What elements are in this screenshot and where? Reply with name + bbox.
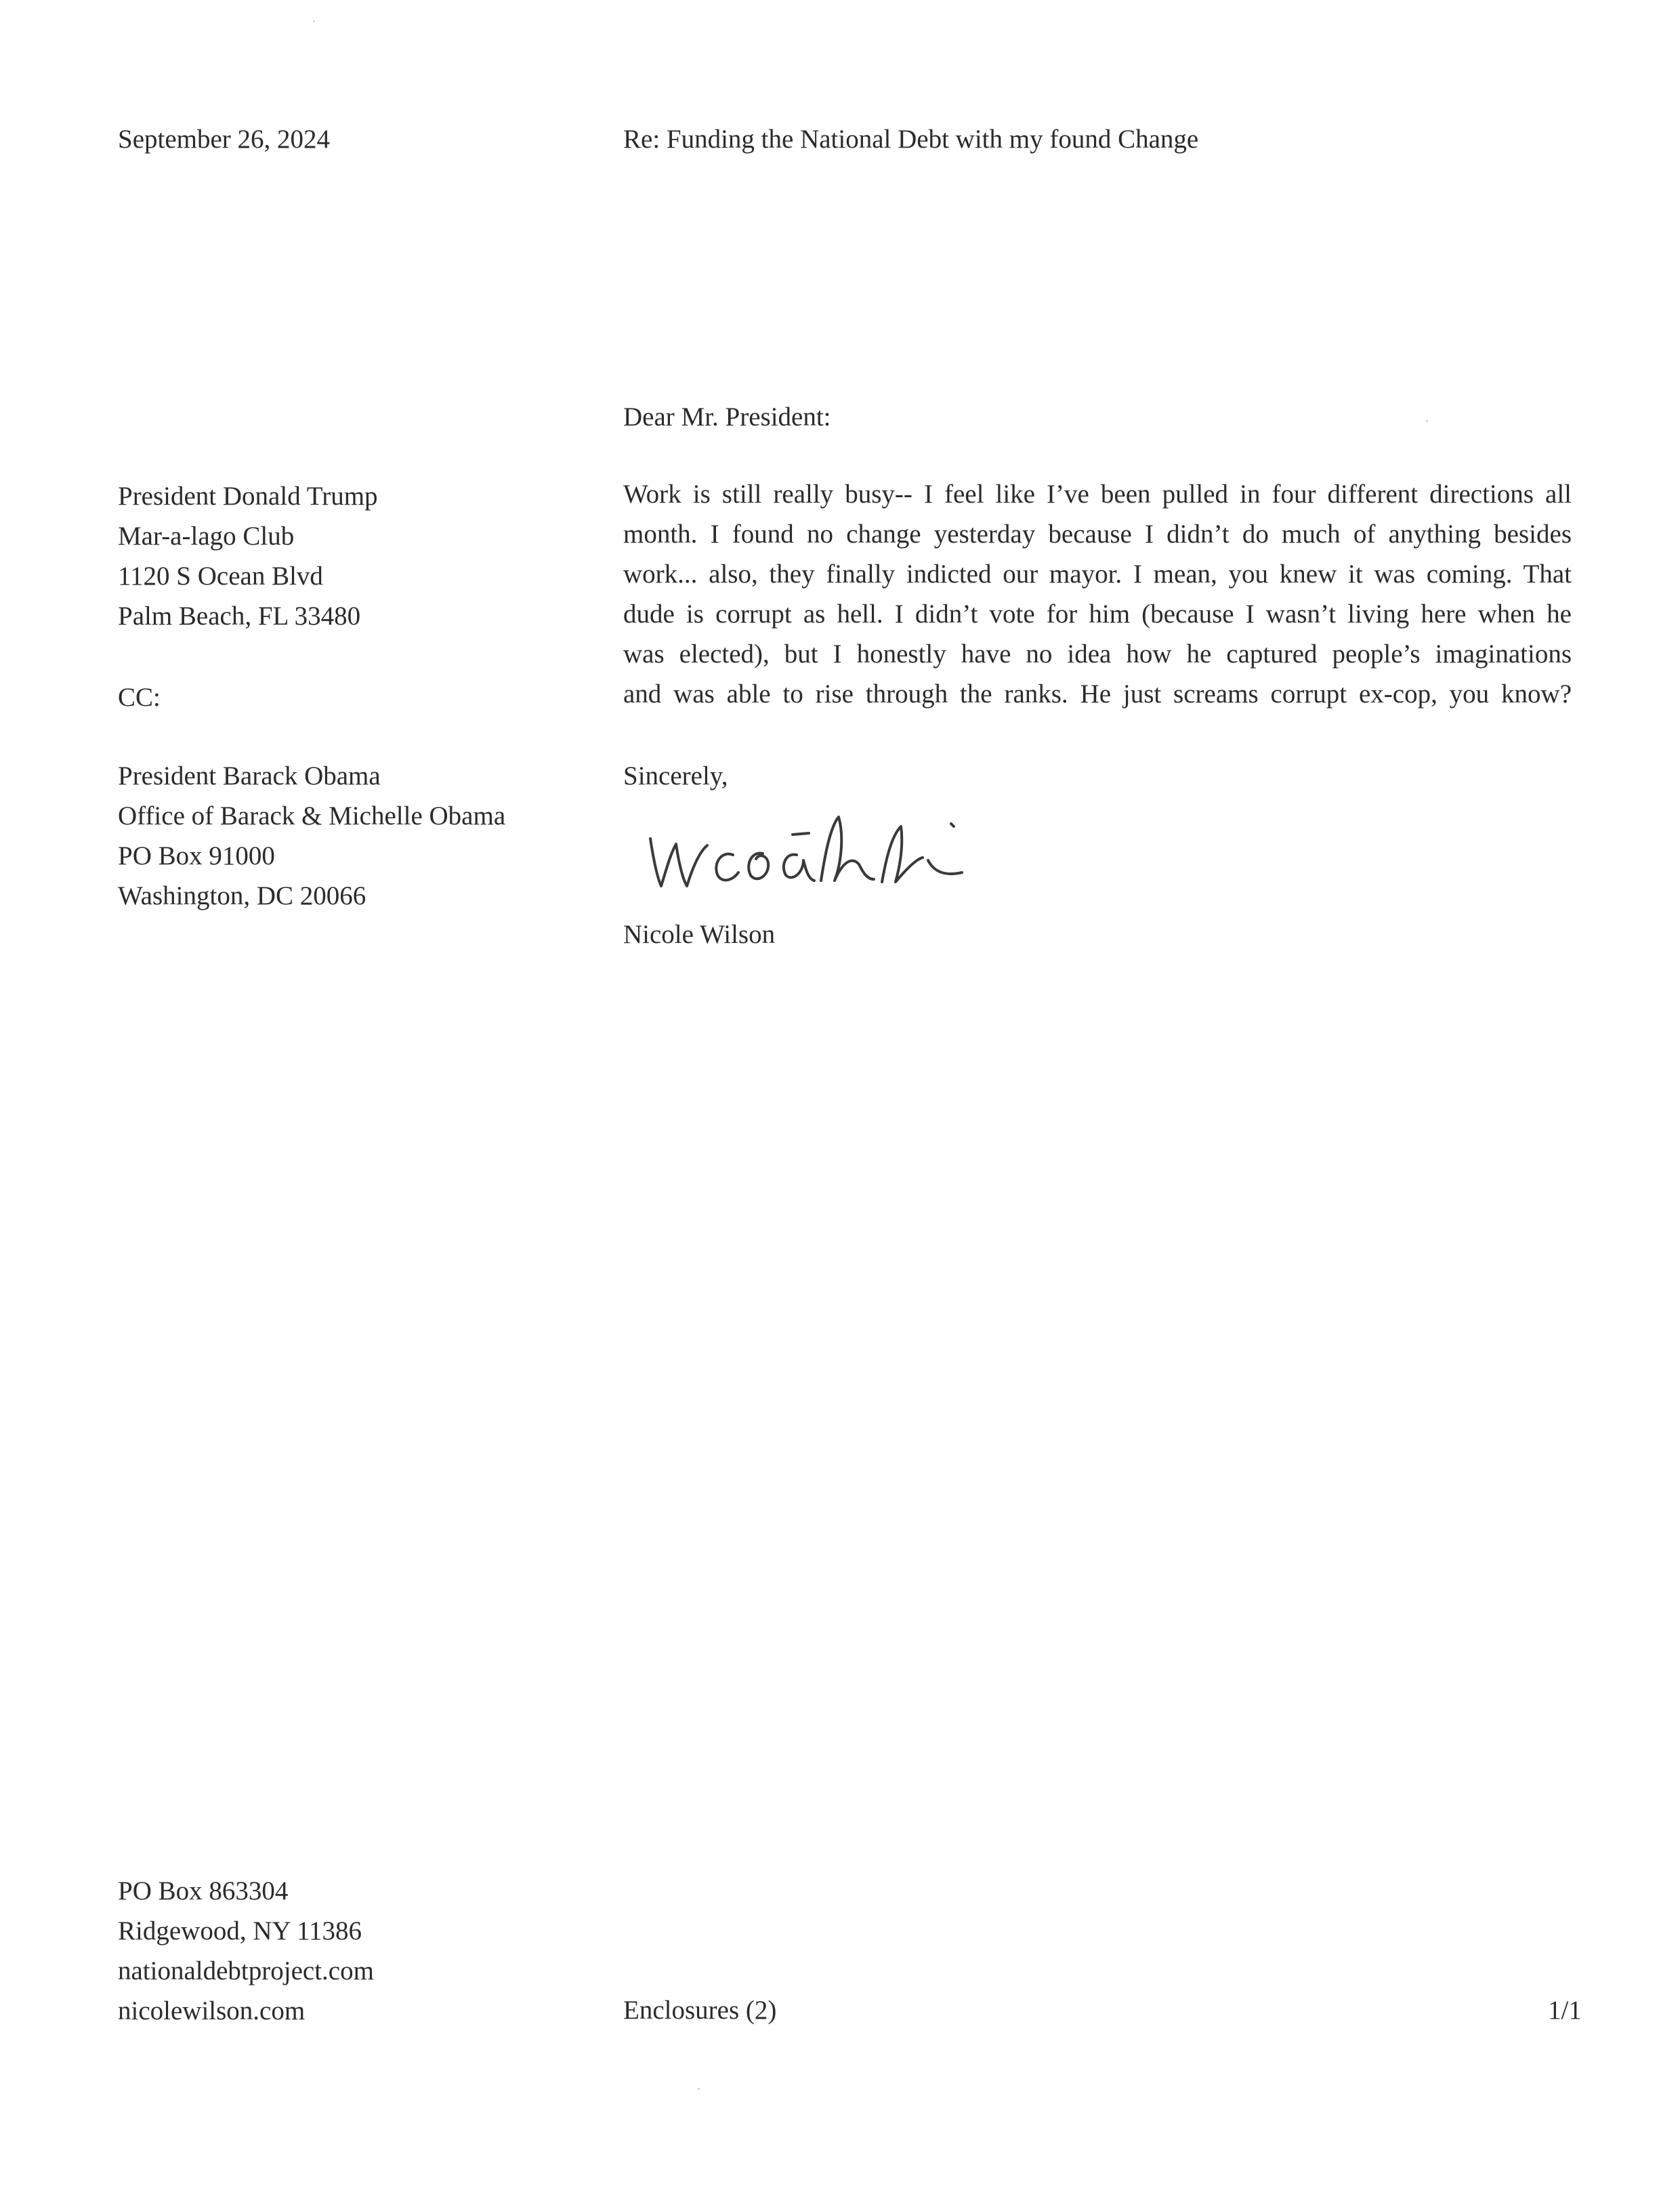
cc-address bbox=[118, 756, 505, 916]
recipient-line: 1120 S Ocean Blvd bbox=[118, 562, 323, 591]
cc-label: CC: bbox=[118, 683, 161, 712]
cc-line: Office of Barack & Michelle Obama bbox=[118, 801, 506, 830]
salutation: Dear Mr. President: bbox=[623, 402, 831, 432]
handwritten-signature-icon bbox=[644, 806, 982, 901]
cc-line: President Barack Obama bbox=[118, 761, 381, 791]
body-line: month. I found no change yesterday because I didn’t do much of anything besides bbox=[623, 520, 1572, 549]
cc-line: Washington, DC 20066 bbox=[118, 881, 366, 910]
recipient-line: Palm Beach, FL 33480 bbox=[118, 602, 361, 631]
recipient-address bbox=[118, 476, 378, 636]
body-line: dude is corrupt as hell. I didn’t vote for him (because I wasn’t living here when he bbox=[623, 599, 1572, 629]
page-number: 1/1 bbox=[1548, 1996, 1582, 2025]
letter-date: September 26, 2024 bbox=[118, 125, 331, 154]
recipient-line: Mar-a-lago Club bbox=[118, 522, 295, 551]
scan-speck bbox=[313, 20, 315, 22]
body-line: work... also, they finally indicted our mayor. I mean, you knew it was coming. That bbox=[623, 560, 1572, 589]
letter-body bbox=[623, 474, 1572, 714]
closing: Sincerely, bbox=[623, 761, 728, 791]
sender-line: nationaldebtproject.com bbox=[118, 1956, 374, 1985]
recipient-line: President Donald Trump bbox=[118, 482, 378, 511]
sender-address bbox=[118, 1871, 374, 2031]
sender-line: nicolewilson.com bbox=[118, 1996, 306, 2025]
sender-line: PO Box 863304 bbox=[118, 1876, 289, 1906]
sender-line: Ridgewood, NY 11386 bbox=[118, 1916, 362, 1945]
scan-speck bbox=[698, 2088, 700, 2090]
enclosures-note: Enclosures (2) bbox=[623, 1996, 777, 2025]
body-line: and was able to rise through the ranks. He just screams corrupt ex-cop, you know? bbox=[623, 679, 1572, 709]
body-line: Work is still really busy-- I feel like I’ve been pulled in four different directions all bbox=[623, 480, 1572, 509]
letter-subject: Re: Funding the National Debt with my found Change bbox=[623, 125, 1199, 154]
signer-name: Nicole Wilson bbox=[623, 920, 776, 949]
scan-speck bbox=[1426, 420, 1428, 422]
cc-line: PO Box 91000 bbox=[118, 841, 275, 870]
body-line: was elected), but I honestly have no idea how he captured people’s imaginations bbox=[623, 639, 1572, 669]
